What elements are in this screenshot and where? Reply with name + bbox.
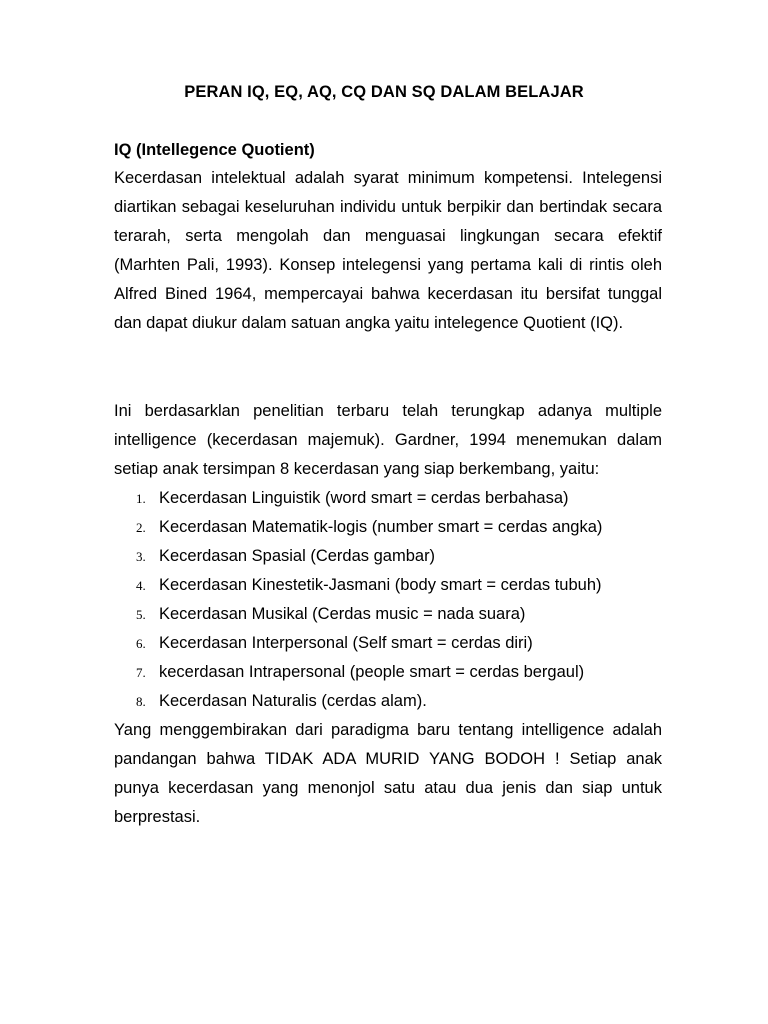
list-text: kecerdasan Intrapersonal (people smart = cerdas bergaul) xyxy=(159,663,585,681)
list-item xyxy=(114,687,674,716)
list-number: 4. xyxy=(136,578,146,593)
list-item xyxy=(114,571,674,600)
paragraph-multiple-intelligence: Ini berdasarklan penelitian terbaru telah terungkap adanya multiple intelligence (kecerdasan majemuk). Gardner, 1994 menemukan dalam setiap anak tersimpan 8 kecerdasan yang siap berkembang, yaitu: xyxy=(114,402,662,478)
list-text: Kecerdasan Interpersonal (Self smart = cerdas diri) xyxy=(159,634,533,652)
list-number: 2. xyxy=(136,520,146,535)
list-text: Kecerdasan Matematik-logis (number smart = cerdas angka) xyxy=(159,518,603,536)
intelligence-list xyxy=(114,484,674,716)
list-item xyxy=(114,484,674,513)
section-heading-iq: IQ (Intellegence Quotient) xyxy=(114,141,315,159)
list-number: 5. xyxy=(136,607,146,622)
list-text: Kecerdasan Kinestetik-Jasmani (body smart = cerdas tubuh) xyxy=(159,576,602,594)
list-text: Kecerdasan Musikal (Cerdas music = nada suara) xyxy=(159,605,526,623)
list-number: 1. xyxy=(136,491,146,506)
list-number: 6. xyxy=(136,636,146,651)
list-number: 7. xyxy=(136,665,146,680)
paragraph-iq-definition: Kecerdasan intelektual adalah syarat minimum kompetensi. Intelegensi diartikan sebagai keseluruhan individu untuk berpikir dan bertindak secara terarah, serta mengolah dan menguasai lingkungan secara efektif (Marhten Pali, 1993). Konsep intelegensi yang pertama kali di rintis oleh Alfred Bined 1964, mempercayai bahwa kecerdasan itu bersifat tunggal dan dapat diukur dalam satuan angka yaitu intelegence Quotient (IQ). xyxy=(114,169,662,332)
document-title: PERAN IQ, EQ, AQ, CQ DAN SQ DALAM BELAJAR xyxy=(184,83,584,101)
list-number: 8. xyxy=(136,694,146,709)
list-number: 3. xyxy=(136,549,146,564)
list-text: Kecerdasan Linguistik (word smart = cerdas berbahasa) xyxy=(159,489,569,507)
list-text: Kecerdasan Naturalis (cerdas alam). xyxy=(159,692,427,710)
list-item xyxy=(114,542,674,571)
list-item xyxy=(114,513,674,542)
list-item xyxy=(114,600,674,629)
list-text: Kecerdasan Spasial (Cerdas gambar) xyxy=(159,547,436,565)
paragraph-conclusion: Yang menggembirakan dari paradigma baru tentang intelligence adalah pandangan bahwa TIDAK ADA MURID YANG BODOH ! Setiap anak punya kecerdasan yang menonjol satu atau dua jenis dan siap untuk berprestasi. xyxy=(114,721,662,826)
list-item xyxy=(114,658,674,687)
list-item xyxy=(114,629,674,658)
